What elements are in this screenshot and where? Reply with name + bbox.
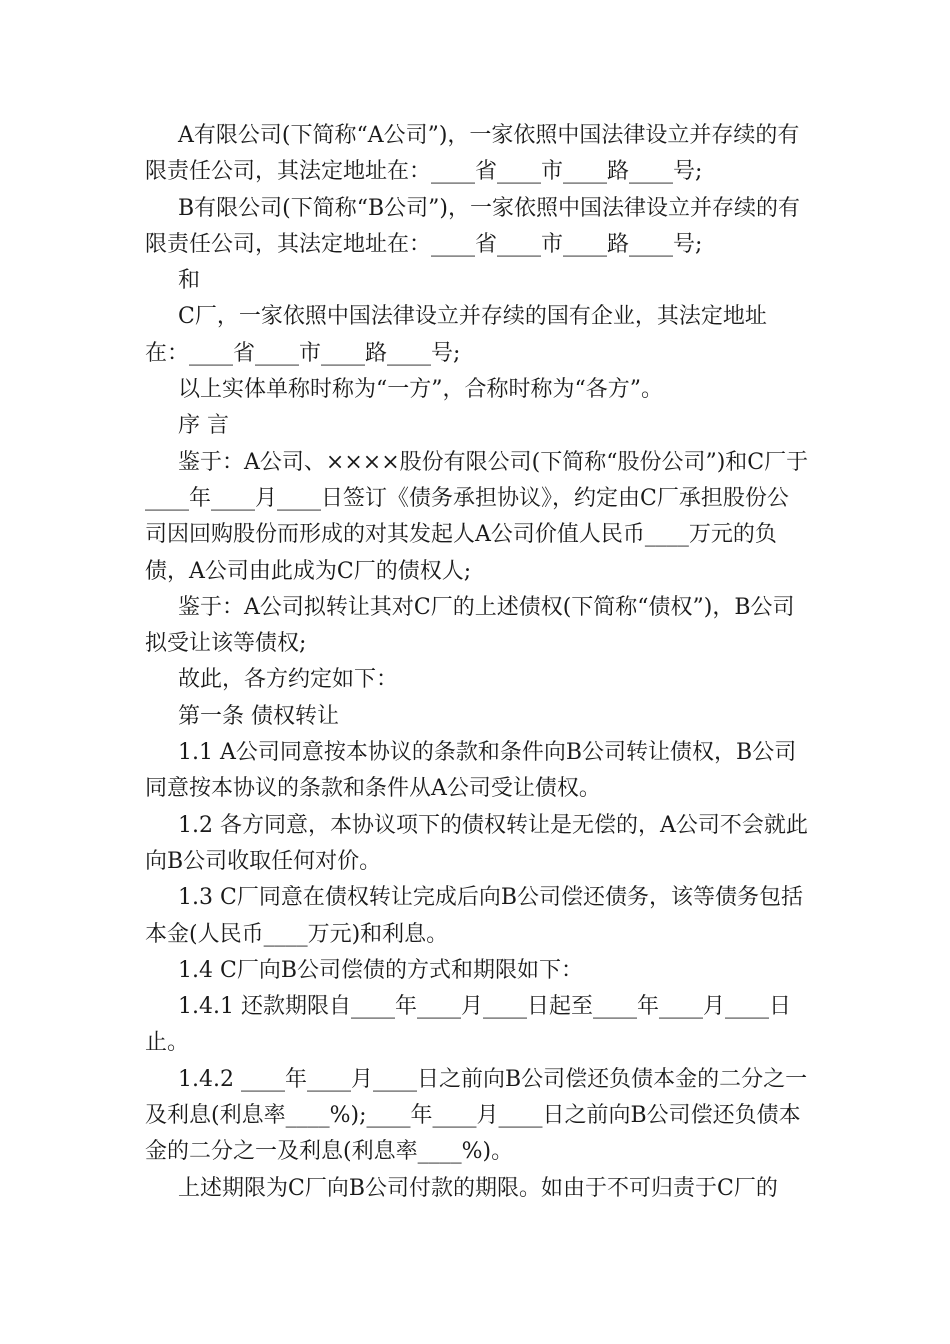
clause-1-2: 1.2 各方同意，本协议项下的债权转让是无偿的，A公司不会就此向B公司收取任何对价。 bbox=[145, 812, 808, 874]
clause-1-4-1: 1.4.1 还款期限自____年____月____日起至____年____月____日止。 bbox=[145, 994, 791, 1056]
document-body bbox=[145, 118, 810, 1207]
clause-1-4-2: 1.4.2 ____年____月____日之前向B公司偿还负债本金的二分之一及利息(利息率____%);____年____月____日之前向B公司偿还负债本金的二分之一及利息(利息率____%)。 bbox=[145, 1066, 808, 1165]
clause-1-1: 1.1 A公司同意按本协议的条款和条件向B公司转让债权，B公司同意按本协议的条款和条件从A公司受让债权。 bbox=[145, 740, 797, 802]
payment-term-note: 上述期限为C厂向B公司付款的期限。如由于不可归责于C厂的 bbox=[178, 1175, 778, 1201]
recital-2: 鉴于：A公司拟转让其对C厂的上述债权(下简称“债权”)，B公司拟受让该等债权; bbox=[145, 594, 795, 657]
party-c-paragraph: C厂，一家依照中国法律设立并存续的国有企业，其法定地址在：____省____市____路____号; bbox=[145, 304, 767, 366]
preamble-heading: 序 言 bbox=[178, 413, 229, 439]
parties-definition: 以上实体单称时称为“一方”，合称时称为“各方”。 bbox=[178, 377, 663, 403]
clause-1-3: 1.3 C厂同意在债权转让完成后向B公司偿还债务，该等债务包括本金(人民币____万元)和利息。 bbox=[145, 885, 803, 947]
clause-1-4: 1.4 C厂向B公司偿债的方式和期限如下： bbox=[178, 957, 583, 983]
article-1-heading: 第一条 债权转让 bbox=[178, 703, 339, 729]
agreement-statement: 故此，各方约定如下： bbox=[178, 667, 399, 693]
recital-1: 鉴于：A公司、××××股份有限公司(下简称“股份公司”)和C厂于____年____月____日签订《债务承担协议》，约定由C厂承担股份公司因回购股份而形成的对其发起人A公司价值人民币____万元的负债，A公司由此成为C厂的债权人; bbox=[145, 449, 809, 584]
party-b-paragraph: B有限公司(下简称“B公司”)，一家依照中国法律设立并存续的有限责任公司，其法定地址在：____省____市____路____号; bbox=[145, 195, 800, 257]
conjunction-and: 和 bbox=[178, 268, 201, 294]
party-a-paragraph: A有限公司(下简称“A公司”)，一家依照中国法律设立并存续的有限责任公司，其法定地址在：____省____市____路____号; bbox=[145, 123, 800, 185]
